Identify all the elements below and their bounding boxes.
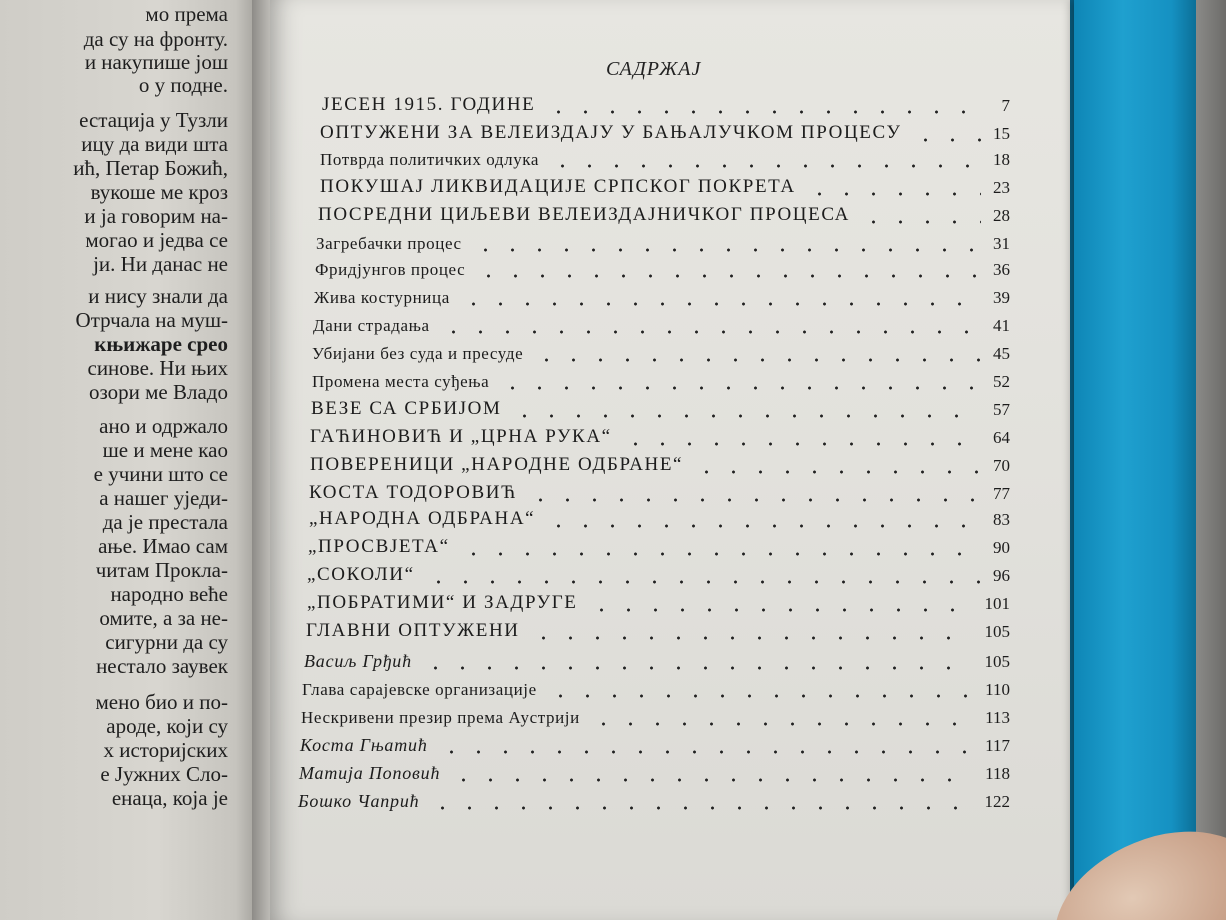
- left-page-line: ји. Ни данас не: [93, 252, 228, 276]
- toc-entry-title: Загребачки процес: [316, 234, 462, 253]
- left-page-line: и ја говорим на-: [84, 204, 228, 228]
- toc-entry-title: Глава сарајевске организације: [302, 680, 537, 699]
- toc-page-number: 45: [993, 344, 1010, 363]
- toc-leader-dots: [588, 608, 972, 612]
- left-page-line: могао и једва се: [85, 228, 228, 252]
- toc-leader-dots: [460, 302, 981, 306]
- toc-leader-dots: [545, 110, 989, 114]
- toc-entry-title: ГАЋИНОВИЋ И „ЦРНА РУКА“: [310, 426, 612, 447]
- left-page-line: омите, а за не-: [99, 606, 228, 630]
- blue-book-cover: [1074, 0, 1196, 920]
- toc-page-number: 70: [993, 456, 1010, 475]
- toc-entry: [0, 230, 1010, 256]
- toc-entry-title: Нескривени презир према Аустрији: [301, 708, 580, 727]
- left-page-line: вукоше ме кроз: [90, 180, 228, 204]
- left-page-line: књижаре срео: [94, 332, 228, 356]
- toc-leader-dots: [438, 750, 973, 754]
- toc-entry: [0, 312, 1010, 338]
- left-page-line: да је престала: [102, 510, 228, 534]
- toc-entry: [0, 284, 1010, 310]
- toc-leader-dots: [549, 164, 981, 168]
- left-page-line: ање. Имао сам: [98, 534, 228, 558]
- toc-entry-title: Дани страдања: [313, 316, 430, 335]
- toc-entry: [0, 174, 1010, 200]
- toc-entry: [0, 618, 1010, 644]
- toc-leader-dots: [860, 220, 981, 224]
- toc-leader-dots: [460, 552, 981, 556]
- left-page-line: х историјских: [103, 738, 228, 762]
- toc-leader-dots: [429, 806, 972, 810]
- toc-leader-dots: [547, 694, 973, 698]
- left-page-line: е учини што се: [93, 462, 228, 486]
- toc-entry: [0, 202, 1010, 228]
- toc-entry: [0, 562, 1010, 588]
- toc-entry: [0, 480, 1010, 506]
- left-page-line: мо према: [145, 2, 228, 26]
- left-page-line: а нашег уједи-: [99, 486, 228, 510]
- toc-page-number: 83: [993, 510, 1010, 529]
- left-page-line: Отрчала на муш-: [75, 308, 228, 332]
- toc-leader-dots: [511, 414, 981, 418]
- toc-leader-dots: [533, 358, 981, 362]
- toc-entry: [0, 368, 1010, 394]
- toc-entry: [0, 256, 1010, 282]
- left-page-line: да су на фронту.: [83, 27, 228, 51]
- toc-page-number: 23: [993, 178, 1010, 197]
- toc-leader-dots: [475, 274, 981, 278]
- toc-page-number: 31: [993, 234, 1010, 253]
- toc-page-number: 118: [985, 764, 1010, 783]
- left-page-line: о у подне.: [138, 73, 228, 97]
- toc-page-number: 122: [984, 792, 1010, 811]
- toc-entry: [0, 146, 1010, 172]
- left-page-line: синове. Ни њих: [87, 356, 228, 380]
- toc-title: САДРЖАЈ: [606, 58, 702, 80]
- toc-entry-title: Фридјунгов процес: [315, 260, 466, 279]
- toc-entry: [0, 396, 1010, 422]
- left-page-line: ше и мене као: [102, 438, 228, 462]
- left-page-line: ић, Петар Божић,: [73, 156, 228, 180]
- toc-leader-dots: [425, 580, 981, 584]
- toc-leader-dots: [912, 138, 981, 142]
- toc-entry-title: „ПОБРАТИМИ“ И ЗАДРУГЕ: [307, 592, 578, 613]
- toc-entry-title: Убијани без суда и пресуде: [312, 344, 524, 363]
- toc-page-number: 28: [993, 206, 1010, 225]
- toc-entry: [0, 534, 1010, 560]
- toc-entry-title: КОСТА ТОДОРОВИЋ: [309, 482, 517, 503]
- toc-page-number: 39: [993, 288, 1010, 307]
- left-page-line: мено био и по-: [95, 690, 228, 714]
- toc-entry-title: Матија Поповић: [299, 763, 441, 783]
- toc-entry-title: „НАРОДНА ОДБРАНА“: [309, 508, 536, 529]
- toc-leader-dots: [545, 524, 981, 528]
- toc-entry-title: „ПРОСВЈЕТА“: [308, 536, 450, 557]
- toc-entry: [0, 788, 1010, 814]
- toc-page-number: 105: [984, 622, 1010, 641]
- left-page-line: ано и одржало: [99, 414, 228, 438]
- toc-page-number: 113: [985, 708, 1010, 727]
- toc-page-number: 105: [984, 652, 1010, 671]
- toc-entry: [0, 704, 1010, 730]
- toc-leader-dots: [622, 442, 981, 446]
- toc-leader-dots: [806, 192, 981, 196]
- toc-leader-dots: [472, 248, 981, 252]
- left-page-line: ицу да види шта: [81, 132, 228, 156]
- toc-leader-dots: [450, 778, 973, 782]
- toc-entry: [0, 590, 1010, 616]
- toc-page-number: 64: [993, 428, 1010, 447]
- toc-entry-title: Коста Гњатић: [300, 735, 428, 755]
- toc-entry-title: ГЛАВНИ ОПТУЖЕНИ: [306, 620, 520, 641]
- left-page-line: и накупише још: [84, 50, 228, 74]
- toc-page-number: 77: [993, 484, 1010, 503]
- toc-page-number: 36: [993, 260, 1010, 279]
- toc-page-number: 110: [985, 680, 1010, 699]
- toc-page-number: 117: [985, 736, 1010, 755]
- left-page-line: нестало заувек: [96, 654, 228, 678]
- left-page-line: озори ме Владо: [88, 380, 228, 404]
- toc-entry: [0, 676, 1010, 702]
- toc-page-number: 96: [993, 566, 1010, 585]
- toc-entry: [0, 340, 1010, 366]
- toc-leader-dots: [499, 386, 981, 390]
- left-page-line: сигурни да су: [105, 630, 228, 654]
- toc-entry: [0, 452, 1010, 478]
- toc-entry-title: Жива костурница: [314, 288, 450, 307]
- toc-entry: [0, 424, 1010, 450]
- toc-page-number: 52: [993, 372, 1010, 391]
- toc-entry-title: ПОВЕРЕНИЦИ „НАРОДНЕ ОДБРАНЕ“: [310, 454, 684, 475]
- toc-entry-title: Потврда политичких одлука: [320, 150, 540, 169]
- left-page-line: и нису знали да: [88, 284, 228, 308]
- toc-leader-dots: [590, 722, 973, 726]
- toc-entry: [0, 120, 1010, 146]
- toc-entry-title: ВЕЗЕ СА СРБИЈОМ: [311, 398, 502, 419]
- toc-entry-title: ЈЕСЕН 1915. ГОДИНЕ: [322, 94, 536, 115]
- toc-entry-title: ОПТУЖЕНИ ЗА ВЕЛЕИЗДАЈУ У БАЊАЛУЧКОМ ПРОЦЕСУ: [320, 122, 902, 143]
- toc-entry-title: Бошко Чапрић: [298, 791, 420, 811]
- toc-entry-title: Промена места суђења: [312, 372, 490, 391]
- toc-entry: [0, 760, 1010, 786]
- toc-leader-dots: [527, 498, 981, 502]
- toc-page-number: 7: [1001, 96, 1010, 115]
- toc-entry: [0, 506, 1010, 532]
- toc-entry: [0, 732, 1010, 758]
- toc-leader-dots: [422, 666, 972, 670]
- toc-entry-title: ПОСРЕДНИ ЦИЉЕВИ ВЕЛЕИЗДАЈНИЧКОГ ПРОЦЕСА: [318, 204, 850, 225]
- left-page-line: естација у Тузли: [79, 108, 228, 132]
- toc-entry: [0, 92, 1010, 118]
- toc-entry: [0, 648, 1010, 674]
- left-page-line: ароде, који су: [106, 714, 228, 738]
- left-page-line: народно веће: [110, 582, 228, 606]
- left-page-line: е Јужних Сло-: [100, 762, 228, 786]
- toc-page-number: 15: [993, 124, 1010, 143]
- toc-page-number: 41: [993, 316, 1010, 335]
- toc-entry-title: Васиљ Грђић: [304, 651, 412, 671]
- left-page-line: читам Прокла-: [95, 558, 228, 582]
- toc-page-number: 90: [993, 538, 1010, 557]
- toc-entry-title: ПОКУШАЈ ЛИКВИДАЦИЈЕ СРПСКОГ ПОКРЕТА: [320, 176, 796, 197]
- toc-page-number: 18: [993, 150, 1010, 169]
- toc-page-number: 101: [984, 594, 1010, 613]
- toc-leader-dots: [530, 636, 972, 640]
- toc-entry-title: „СОКОЛИ“: [307, 564, 415, 585]
- toc-page-number: 57: [993, 400, 1010, 419]
- background-surface: [1196, 0, 1226, 920]
- toc-leader-dots: [693, 470, 981, 474]
- toc-leader-dots: [440, 330, 981, 334]
- left-page-line: енаца, која је: [111, 786, 228, 810]
